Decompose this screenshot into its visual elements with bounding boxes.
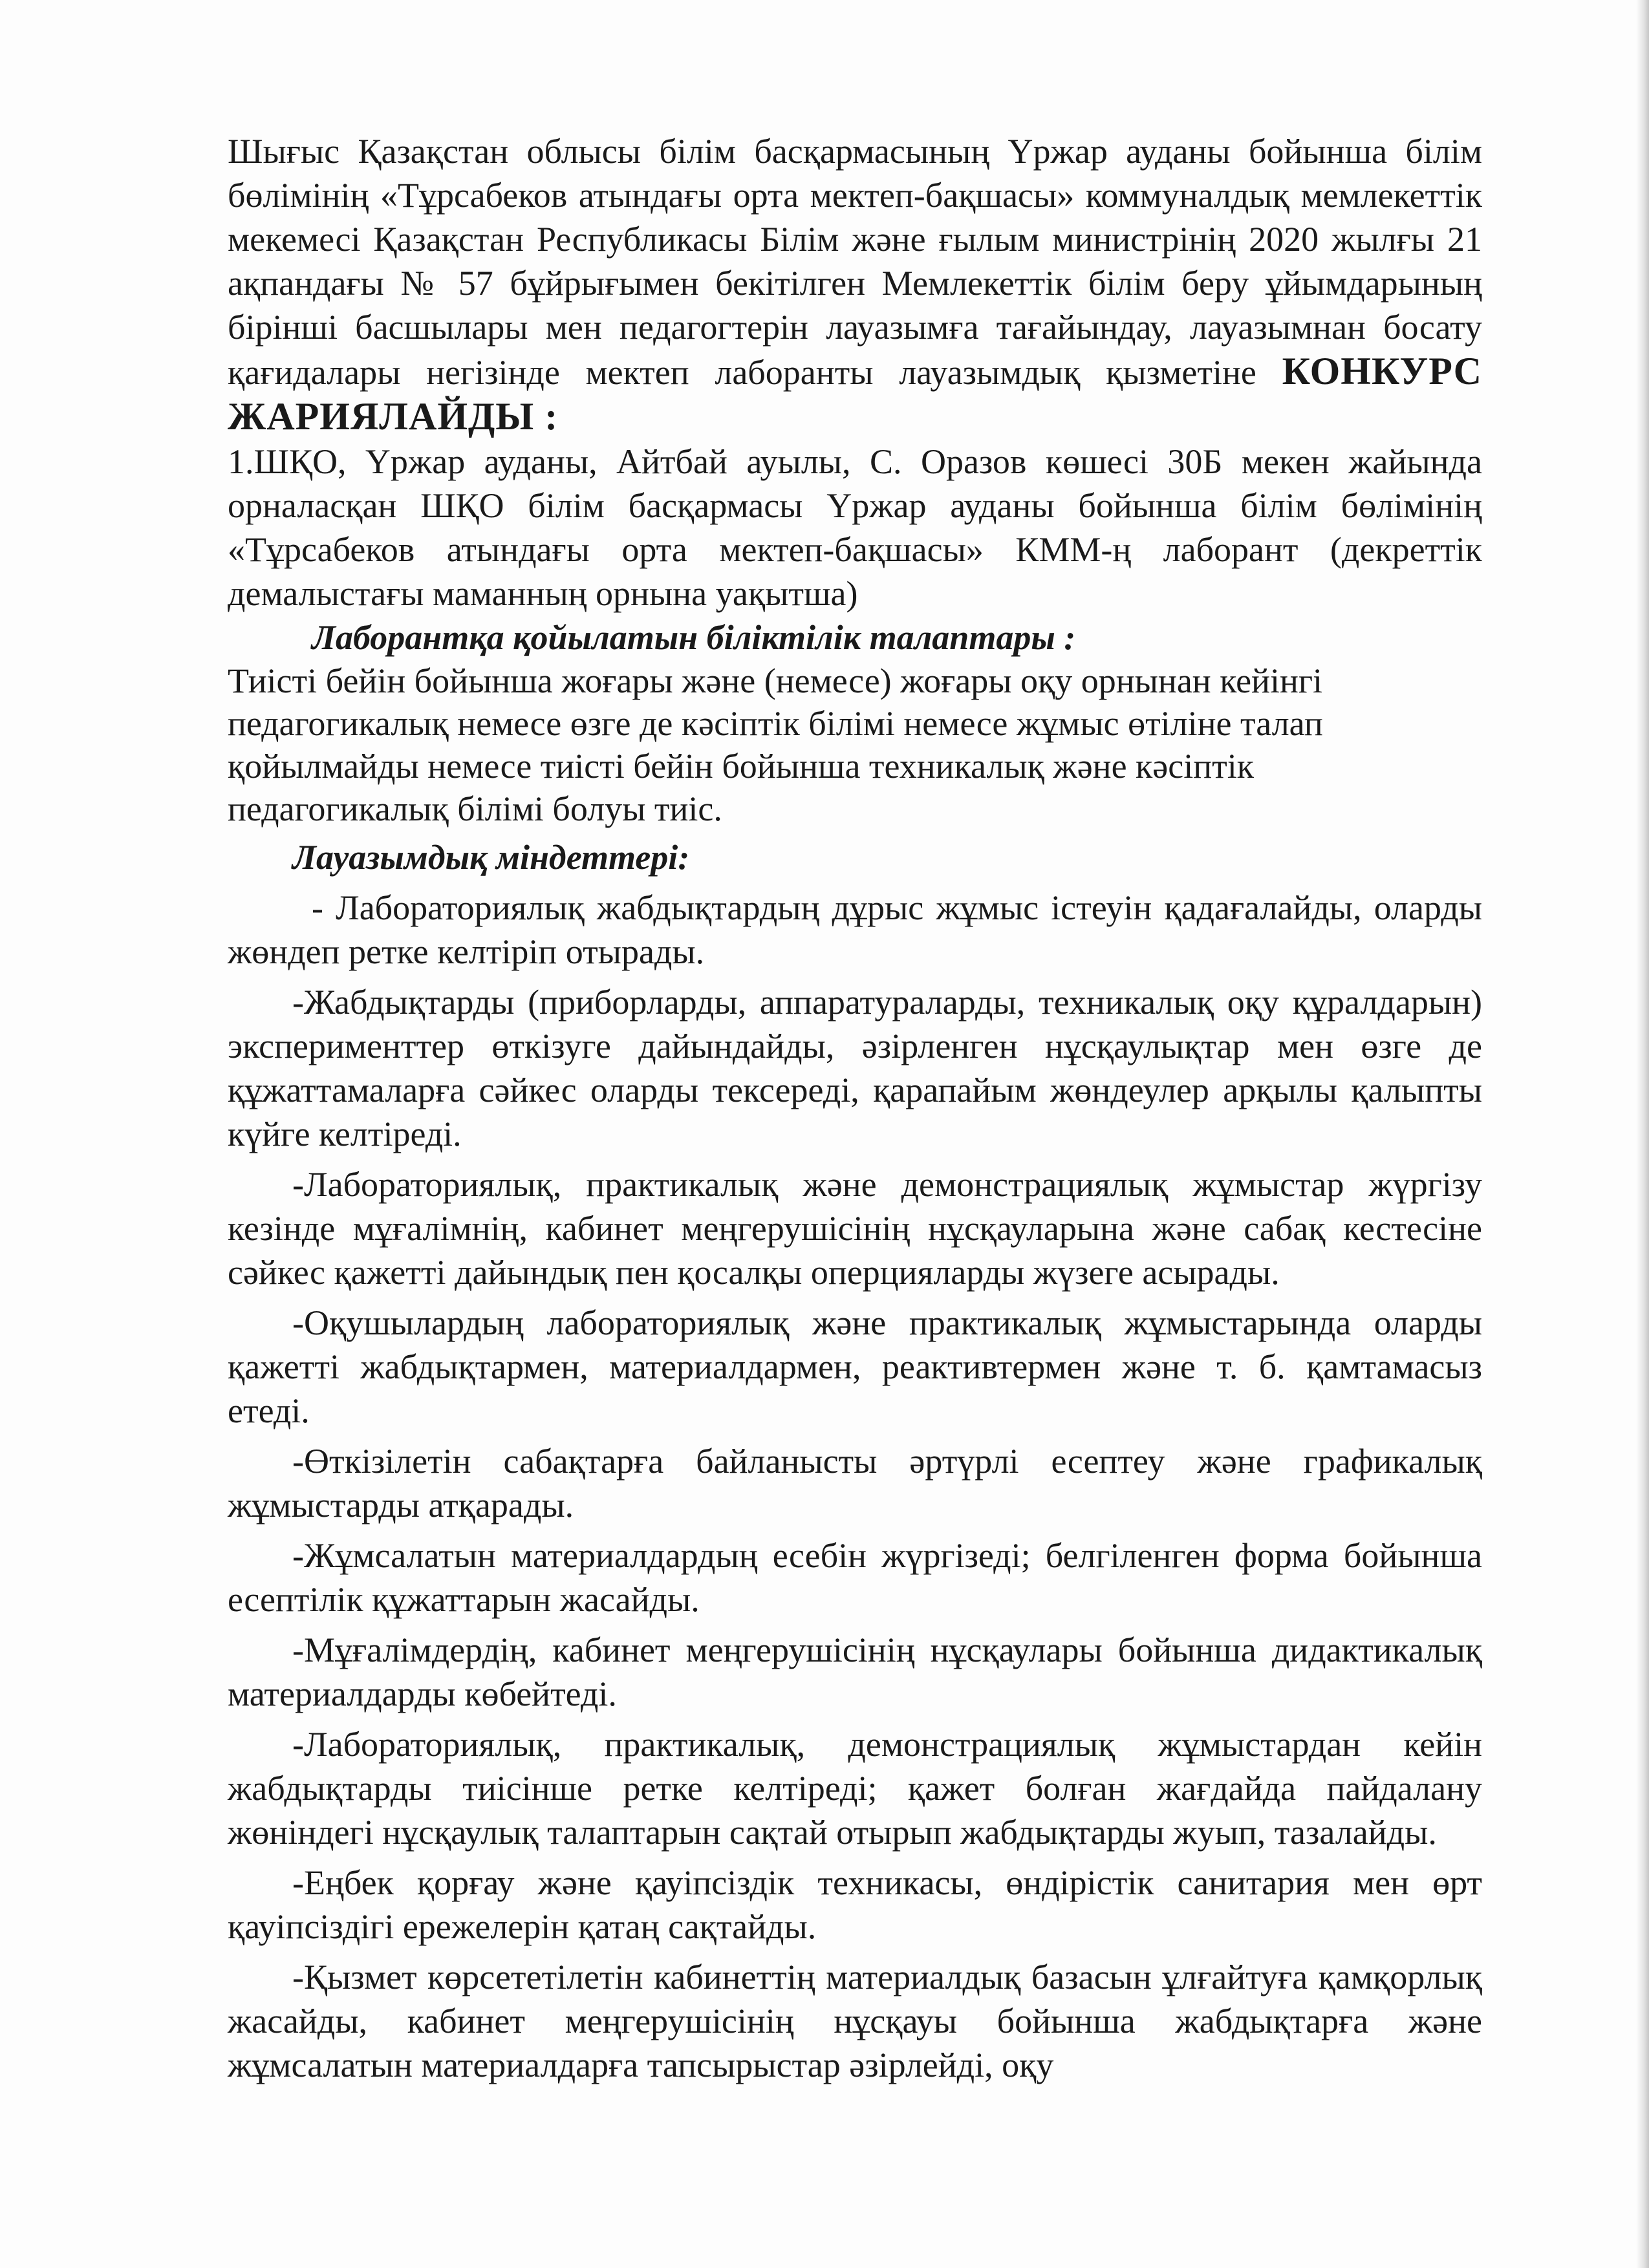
requirements-paragraph: Тиісті бейін бойынша жоғары және (немесе) жоғары оқу орнынан кейінгі педагогикалық немесе өзге де кәсіптік білімі немесе жұмыс өтіліне талап қойылмайды немесе тиісті бейін бойынша техникалық және кәсіптік педагогикалық білімі болуы тиіс. — [228, 661, 1323, 828]
duties-heading: Лауазымдық міндеттері: — [292, 838, 690, 877]
duty-item: -Оқушылардың лабораториялық және практикалық жұмыстарында оларды қажетті жабдықтармен, материалдармен, реактивтермен және т. б. қамтамасыз етеді. — [228, 1303, 1482, 1430]
announcement-heading: КОНКУРС ЖАРИЯЛАЙДЫ : — [228, 350, 1483, 438]
document-body — [228, 129, 1482, 2087]
requirements-heading: Лаборантқа қойылатын біліктілік талаптары : — [312, 618, 1076, 657]
intro-paragraph — [228, 129, 1482, 440]
duty-item: - Лабораториялық жабдықтардың дұрыс жұмыс істеуін қадағалайды, оларды жөндеп ретке келтіріп отырады. — [228, 888, 1482, 971]
duty-item: -Жұмсалатын материалдардың есебін жүргізеді; белгіленген форма бойынша есептілік құжаттарын жасайды. — [228, 1536, 1482, 1619]
duty-item: -Лабораториялық, практикалық және демонстрациялық жұмыстар жүргізу кезінде мұғалімнің, кабинет меңгерушісінің нұсқауларына және сабақ кестесіне сәйкес қажетті дайындық пен қосалқы оперцияларды жүзеге асырады. — [228, 1165, 1482, 1292]
duty-item: -Еңбек қорғау және қауіпсіздік техникасы, өндірістік санитария мен өрт қауіпсіздігі ережелерін қатаң сақтайды. — [228, 1863, 1482, 1946]
page-edge-shadow — [1636, 0, 1649, 2268]
vacancy-item: 1.ШҚО, Үржар ауданы, Айтбай ауылы, С. Оразов көшесі 30Б мекен жайында орналасқан ШҚО білім басқармасы Үржар ауданы бойынша білім бөлімінің «Тұрсабеков атындағы орта мектеп-бақшасы» КММ-ң лаборант (декреттік демалыстағы маманның орнына уақытша) — [228, 442, 1482, 613]
intro-text: Шығыс Қазақстан облысы білім басқармасының Үржар ауданы бойынша білім бөлімінің «Тұрсабеков атындағы орта мектеп-бақшасы» коммуналдық мемлекеттік мекемесі Қазақстан Республикасы Білім және ғылым министрінің 2020 жылғы 21 ақпандағы № 57 бұйрығымен бекітілген Мемлекеттік білім беру ұйымдарының бірінші басшылары мен педагогтерін лауазымға тағайындау, лауазымнан босату қағидалары негізінде мектеп лаборанты лауазымдық қызметіне — [228, 132, 1482, 392]
duty-item: -Жабдықтарды (приборларды, аппаратураларды, техникалық оқу құралдарын) эксперименттер өткізуге дайындайды, әзірленген нұсқаулықтар мен өзге де құжаттамаларға сәйкес оларды тексереді, қарапайым жөндеулер арқылы қалыпты күйге келтіреді. — [228, 983, 1482, 1153]
duty-item: -Өткізілетін сабақтарға байланысты әртүрлі есептеу және графикалық жұмыстарды атқарады. — [228, 1442, 1482, 1524]
duty-item: -Лабораториялық, практикалық, демонстрациялық жұмыстардан кейін жабдықтарды тиісінше ретке келтіреді; қажет болған жағдайда пайдалану жөніндегі нұсқаулық талаптарын сақтай отырып жабдықтарды жуып, тазалайды. — [228, 1725, 1482, 1852]
duty-item: -Қызмет көрсететілетін кабинеттің материалдық базасын ұлғайтуға қамқорлық жасайды, кабинет меңгерушісінің нұсқауы бойынша жабдықтарға және жұмсалатын материалдарға тапсырыстар әзірлейді, оқу — [228, 1958, 1482, 2084]
duty-item: -Мұғалімдердің, кабинет меңгерушісінің нұсқаулары бойынша дидактикалық материалдарды көбейтеді. — [228, 1631, 1482, 1713]
